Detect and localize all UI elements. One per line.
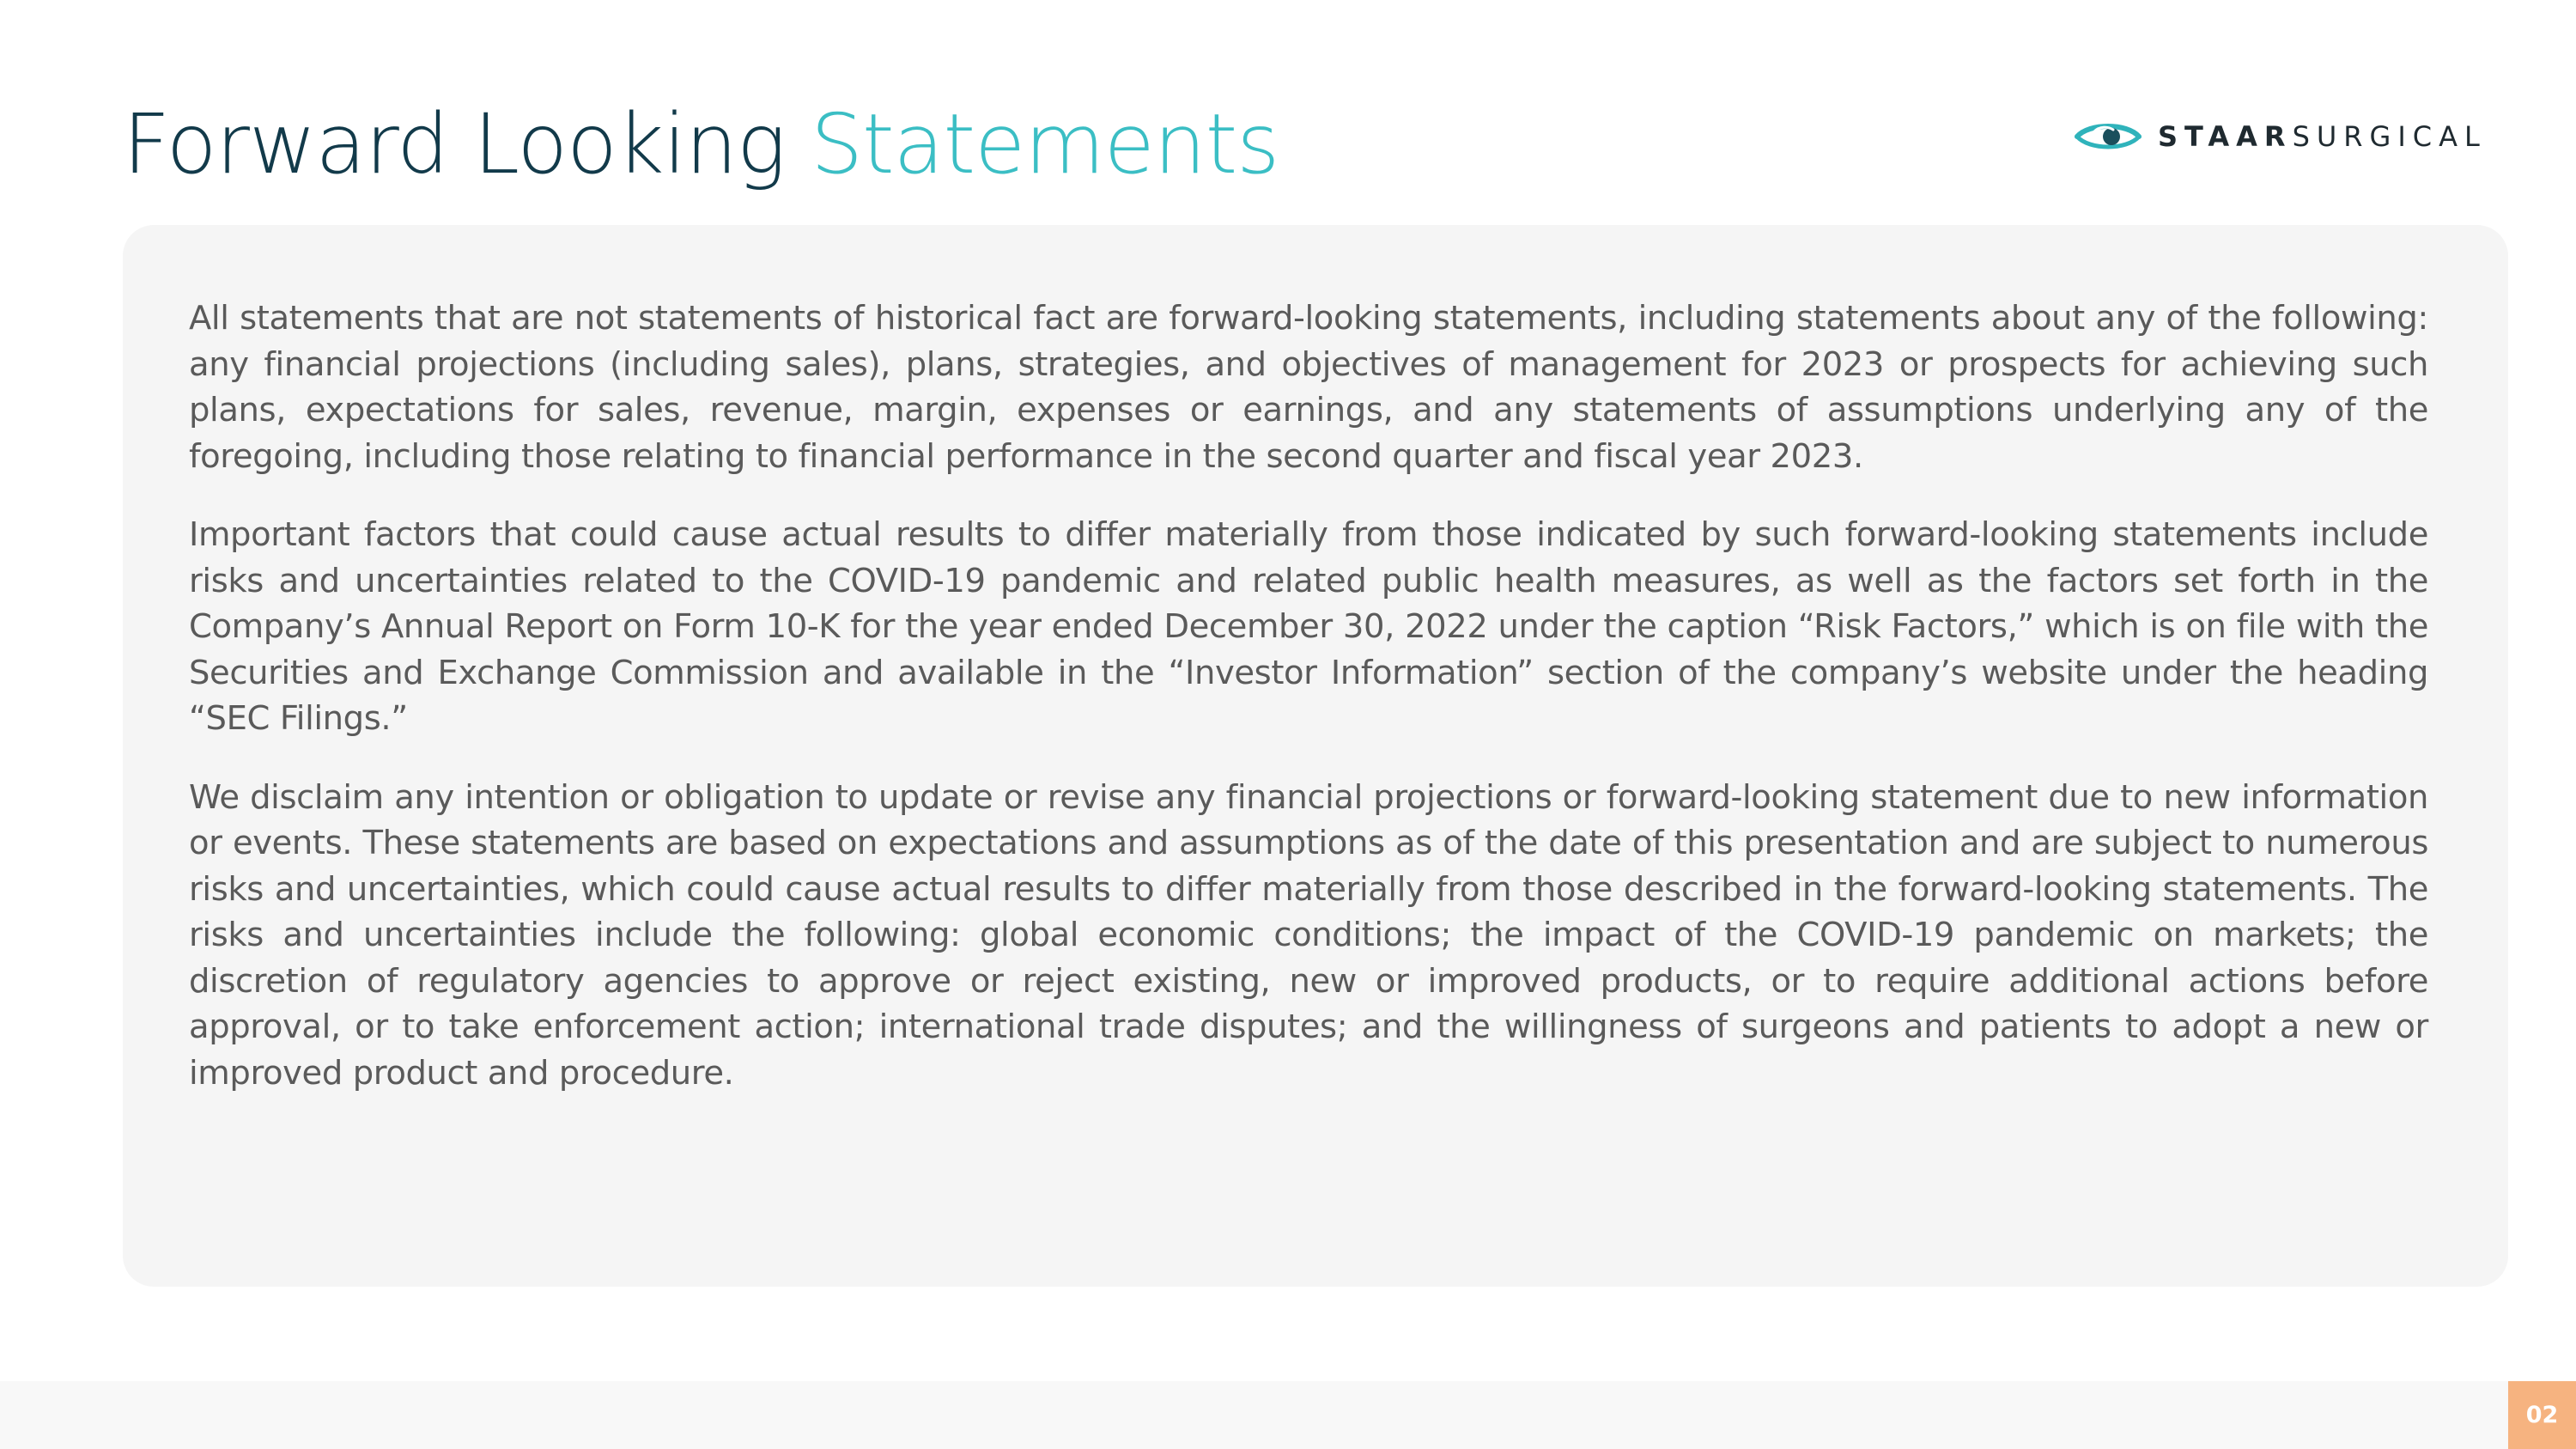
- slide-title-primary: Forward Looking: [123, 96, 786, 192]
- paragraph-risk-factors: Important factors that could cause actual results to differ materially from those indicated by such forward-looking statements include risks and uncertainties related to the COVID-19 pandemic and related public health measures, as well as the factors set forth in the Company’s Annual Report on Form 10-K for the year ended December 30, 2022 under the caption “Risk Factors,” which is on file with the Securities and Exchange Commission and available in the “Investor Information” section of the company’s website under the heading “SEC Filings.”: [189, 515, 2428, 738]
- logo-wordmark: [2158, 117, 2487, 156]
- statement-body: [189, 295, 2428, 1129]
- paragraph-disclaimer: We disclaim any intention or obligation to update or revise any financial projections or forward-looking statement due to new information or events. These statements are based on expectations and assumptions as of the date of this presentation and are subject to numerous risks and uncertainties, which could cause actual results to differ materially from those described in the forward-looking statements. The risks and uncertainties include the following: global economic conditions; the impact of the COVID-19 pandemic on markets; the discretion of regulatory agencies to approve or reject existing, new or improved products, or to require additional actions before approval, or to take enforcement action; international trade disputes; and the willingness of surgeons and patients to adopt a new or improved product and procedure.: [189, 777, 2428, 1093]
- eye-icon: [2074, 119, 2142, 154]
- slide-title-accent: Statements: [811, 96, 1279, 192]
- logo-brand-bold: STAAR: [2158, 120, 2293, 153]
- slide-title: [123, 93, 1279, 196]
- paragraph-forward-looking: All statements that are not statements of historical fact are forward-looking statements, including statements about any of the following: any financial projections (including sales), plans, strategies, and objectives of management for 2023 or prospects for achieving such plans, expectations for sales, revenue, margin, expenses or earnings, and any statements of assumptions underlying any of the foregoing, including those relating to financial performance in the second quarter and fiscal year 2023.: [189, 299, 2428, 476]
- page-number-badge: 02: [2508, 1381, 2576, 1449]
- content-panel: [123, 225, 2508, 1287]
- logo-brand-light: SURGICAL: [2292, 120, 2487, 153]
- company-logo: [2074, 117, 2487, 156]
- footer-band: [0, 1381, 2576, 1449]
